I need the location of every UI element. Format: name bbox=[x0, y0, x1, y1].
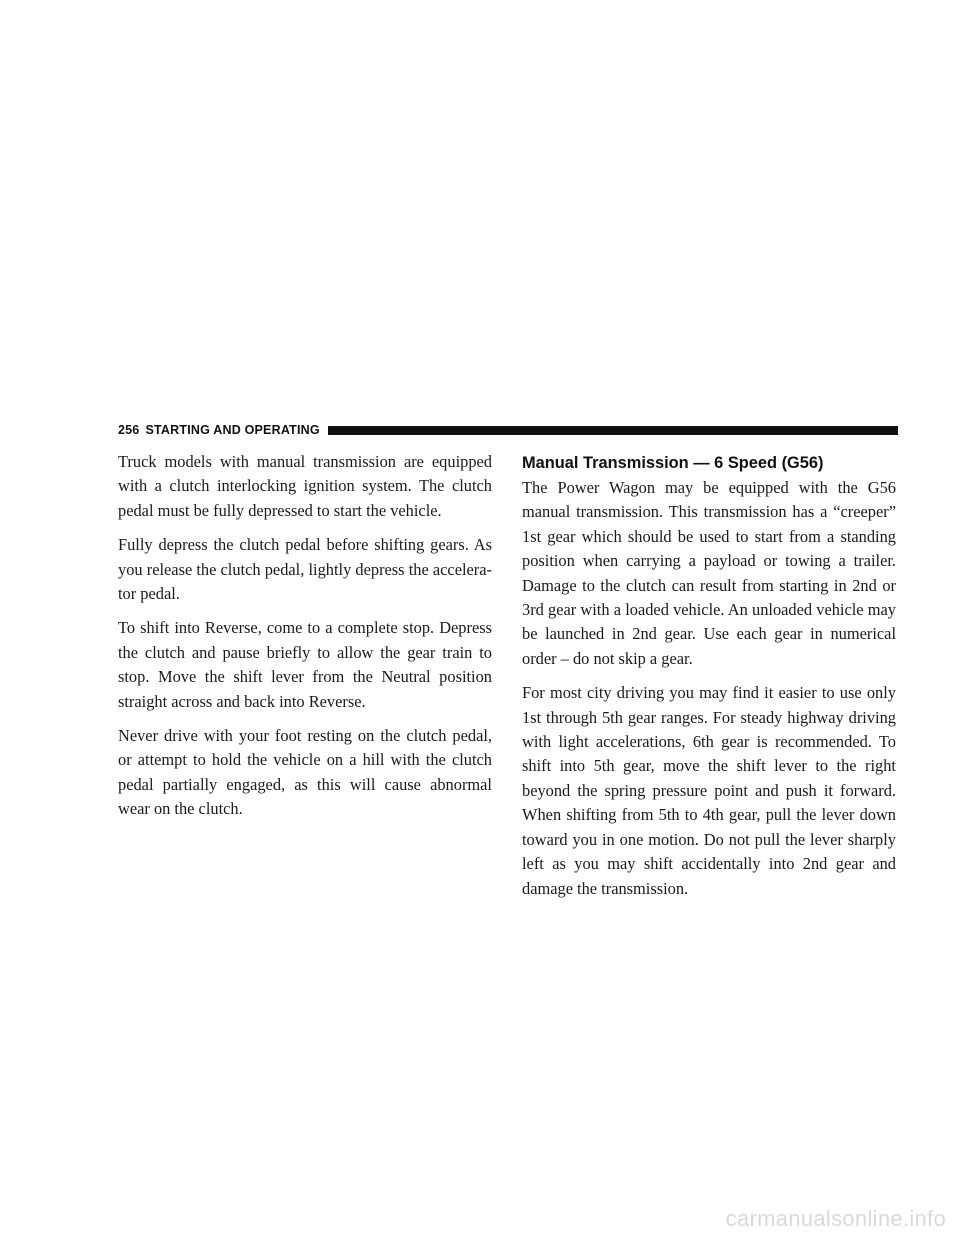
section-heading: Manual Transmission — 6 Speed (G56) bbox=[522, 454, 824, 472]
paragraph-clutch-wear: Never drive with your foot resting on the clutch pedal, or attempt to hold the vehicle on a hill with the clutch pedal partially engaged, as this will cause abnormal wear on the clutch. bbox=[118, 726, 492, 819]
section-title: STARTING AND OPERATING bbox=[145, 423, 320, 437]
right-column bbox=[522, 450, 896, 911]
paragraph-g56-transmission: The Power Wagon may be equipped with the G56 manual transmission. This transmission has a “creeper” 1st gear which should be used to start from a standing position when carrying a payload or towing a trailer. Damage to the clutch can result from starting in 2nd or 3rd gear with a loaded vehicle. An unloaded vehicle may be launched in 2nd gear. Use each gear in numerical order – do not skip a gear. bbox=[522, 478, 896, 668]
page-number: 256 bbox=[118, 423, 140, 437]
paragraph-clutch-interlock: Truck models with manual transmission are equipped with a clutch interlocking ignition system. The clutch pedal must be fully depressed to start the vehicle. bbox=[118, 452, 492, 520]
page-header bbox=[118, 420, 898, 440]
left-column bbox=[118, 450, 492, 832]
watermark: carmanualsonline.info bbox=[725, 1206, 946, 1231]
paragraph-gear-ranges: For most city driving you may find it easier to use only 1st through 5th gear ranges. For steady highway driving with light accelerations, 6th gear is recommended. To shift into 5th gear, move the shift lever to the right beyond the spring pressure point and push it forward. When shifting from 5th to 4th gear, pull the lever down toward you in one motion. Do not pull the lever sharply left as you may shift accidentally into 2nd gear and damage the transmission. bbox=[522, 683, 896, 898]
header-rule bbox=[328, 426, 898, 435]
paragraph-depress-clutch: Fully depress the clutch pedal before shifting gears. As you release the clutch pedal, lightly depress the accelera-tor pedal. bbox=[118, 535, 492, 604]
paragraph-reverse: To shift into Reverse, come to a complete stop. Depress the clutch and pause briefly to allow the gear train to stop. Move the shift lever from the Neutral position straight across and back into Reverse. bbox=[118, 618, 492, 711]
